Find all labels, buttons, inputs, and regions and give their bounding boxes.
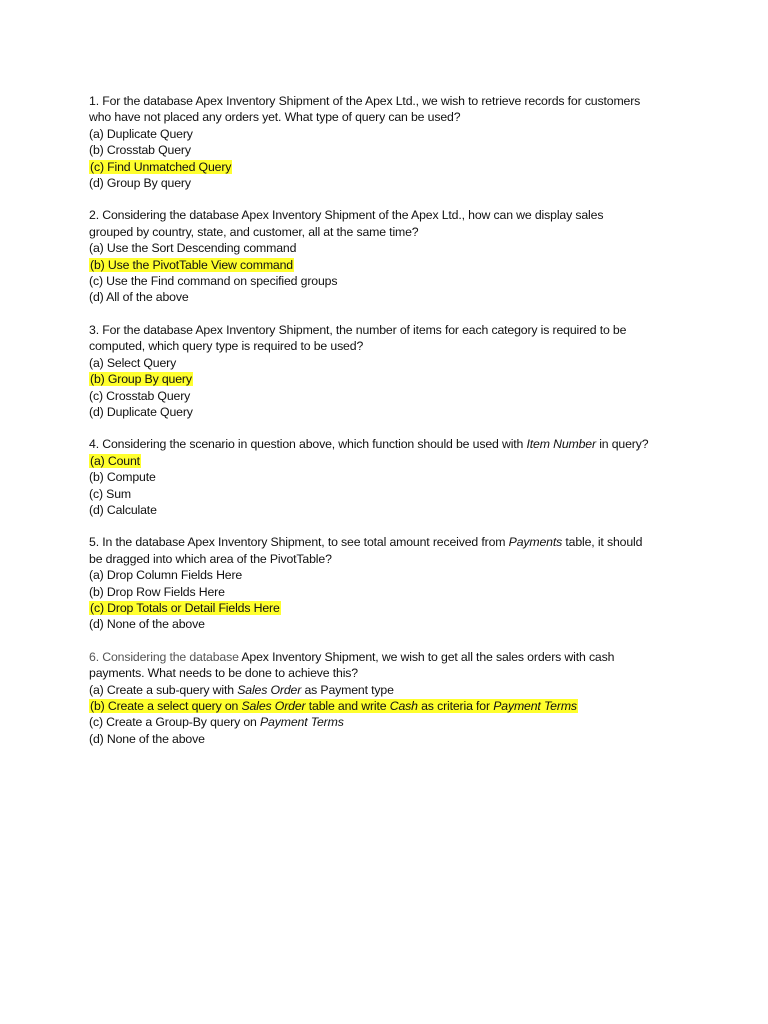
question-4-option-c: (c) Sum [89,486,131,501]
option-text-part: (c) Create a Group-By query on [89,715,260,730]
question-6 [89,649,649,747]
question-5-text-part: 5. In the database Apex Inventory Shipment, to see total amount received from [89,535,509,550]
answer-highlight: (b) Use the PivotTable View command [90,257,293,272]
option-text-part: table and write [305,699,390,713]
question-1-option-c [89,159,649,175]
question-4-text-part: 4. Considering the scenario in question above, which function should be used with [89,437,527,452]
question-6-text [89,649,649,682]
option-text-part: (b) Create a select query on [90,699,242,713]
question-2-option-c: (c) Use the Find command on specified groups [89,274,338,289]
question-6-option-a [89,682,649,698]
question-3-option-d: (d) Duplicate Query [89,404,193,419]
question-3-text: 3. For the database Apex Inventory Shipment, the number of items for each category is required to be computed, which query type is required to be used? [89,322,627,354]
option-text-emphasis: Sales Order [237,682,302,697]
question-4-option-d: (d) Calculate [89,502,157,517]
question-1-option-b: (b) Crosstab Query [89,143,191,158]
answer-highlight: (b) Group By query [90,372,192,387]
answer-highlight: (a) Count [90,453,140,468]
question-6-option-b [89,698,649,714]
question-5-text-part: table, it should be dragged into which area of the PivotTable? [89,535,643,566]
question-5-option-a: (a) Drop Column Fields Here [89,568,243,583]
question-2 [89,207,649,305]
question-2-text: 2. Considering the database Apex Inventory Shipment of the Apex Ltd., how can we display sales grouped by country, state, and customer, all at the same time? [89,208,604,239]
option-text-emphasis: Payment Terms [493,699,577,713]
question-1-text: 1. For the database Apex Inventory Shipment of the Apex Ltd., we wish to retrieve records for customers who have not placed any orders yet. What type of query can be used? [89,94,641,125]
question-1 [89,93,649,191]
question-1-option-d: (d) Group By query [89,176,191,191]
question-5-option-d: (d) None of the above [89,617,205,632]
question-4 [89,436,649,518]
option-text-part: as criteria for [417,699,494,713]
question-3-option-b [89,371,649,387]
question-5-text [89,534,649,567]
question-6-text-grey: 6. Considering the database [89,649,239,664]
answer-highlight [89,699,578,713]
option-text-emphasis: Cash [389,699,418,713]
answer-highlight: (c) Find Unmatched Query [90,159,232,174]
option-text-emphasis: Payment Terms [260,715,344,730]
question-3-option-a: (a) Select Query [89,355,177,370]
question-4-option-b: (b) Compute [89,470,156,485]
question-5-option-c [89,600,649,616]
question-2-option-b [89,257,649,273]
question-2-option-d: (d) All of the above [89,290,189,305]
question-1-option-a: (a) Duplicate Query [89,126,193,141]
option-text-part: as Payment type [301,682,394,697]
question-4-text-part: in query? [595,437,649,452]
question-3 [89,322,649,420]
question-4-text-emphasis: Item Number [526,437,596,452]
option-text-part: (a) Create a sub-query with [89,682,238,697]
question-5-option-b: (b) Drop Row Fields Here [89,584,225,599]
question-2-option-a: (a) Use the Sort Descending command [89,241,297,256]
quiz-document [89,93,649,763]
question-5 [89,534,649,632]
question-4-option-a [89,453,649,469]
question-3-option-c: (c) Crosstab Query [89,388,191,403]
answer-highlight: (c) Drop Totals or Detail Fields Here [90,600,280,615]
question-5-text-emphasis: Payments [508,535,563,550]
question-6-option-d: (d) None of the above [89,731,205,746]
question-4-text [89,436,649,452]
option-text-emphasis: Sales Order [241,699,306,713]
question-6-text-part: Apex Inventory Shipment, we wish to get all the sales orders with cash payments. What needs to be done to achieve this? [89,649,615,681]
question-6-option-c [89,714,649,730]
